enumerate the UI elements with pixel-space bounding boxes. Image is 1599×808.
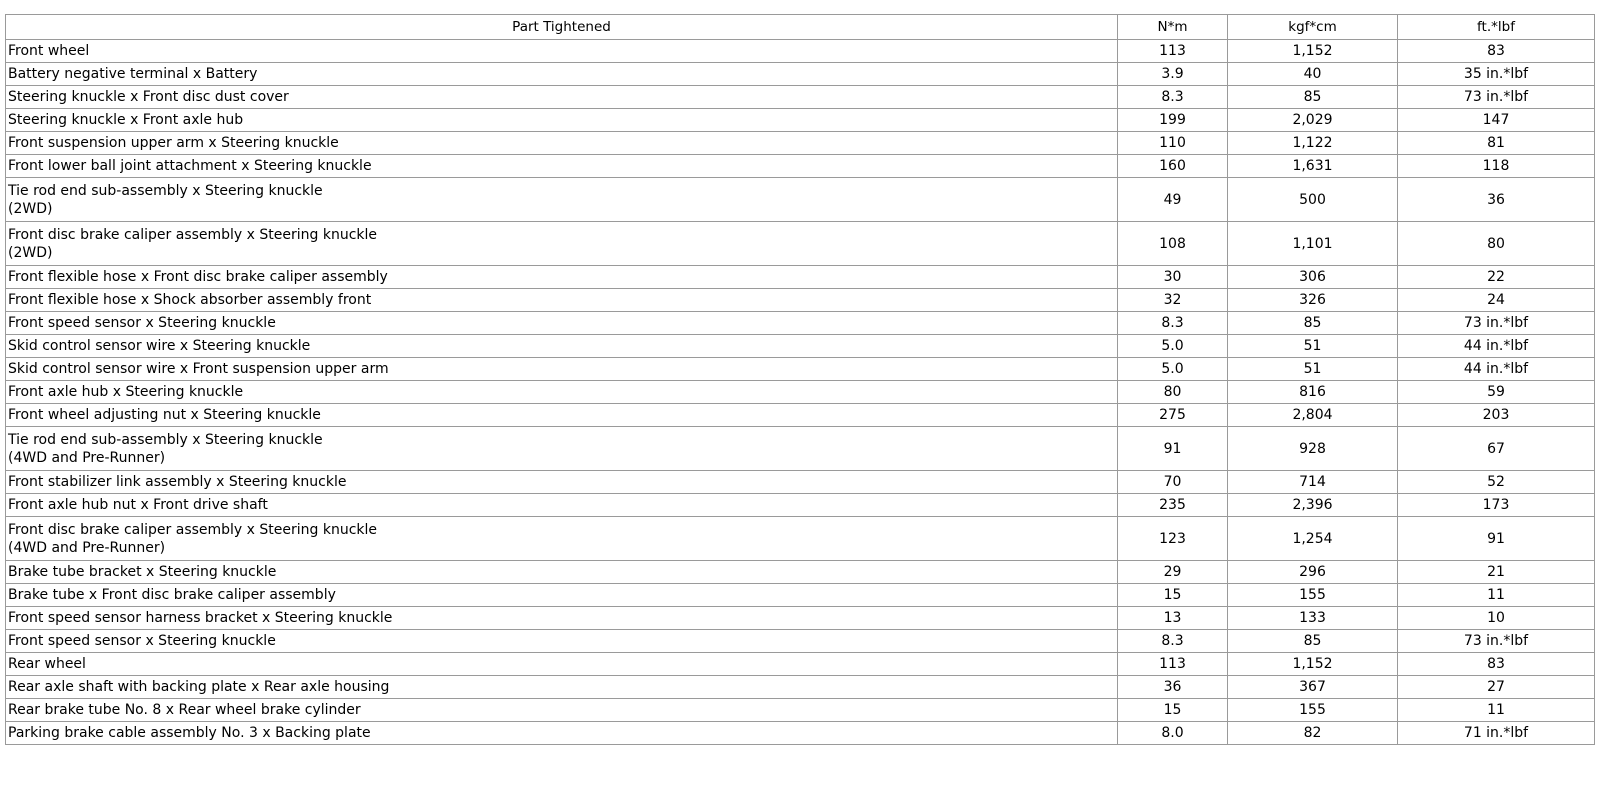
ft-lbf-cell: 21: [1398, 561, 1595, 584]
table-row: [6, 427, 1595, 471]
nm-cell: 110: [1118, 132, 1228, 155]
ft-lbf-cell: 10: [1398, 607, 1595, 630]
kgf-cm-cell: 816: [1228, 381, 1398, 404]
nm-cell: 29: [1118, 561, 1228, 584]
table-row: [6, 266, 1595, 289]
kgf-cm-cell: 2,396: [1228, 494, 1398, 517]
kgf-cm-cell: 367: [1228, 676, 1398, 699]
nm-cell: 235: [1118, 494, 1228, 517]
table-row: [6, 653, 1595, 676]
part-cell: Front suspension upper arm x Steering knuckle: [6, 132, 1118, 155]
ft-lbf-cell: 59: [1398, 381, 1595, 404]
part-cell: Steering knuckle x Front axle hub: [6, 109, 1118, 132]
kgf-cm-cell: 40: [1228, 63, 1398, 86]
ft-lbf-cell: 36: [1398, 178, 1595, 222]
kgf-cm-cell: 51: [1228, 358, 1398, 381]
nm-cell: 8.3: [1118, 312, 1228, 335]
nm-cell: 5.0: [1118, 358, 1228, 381]
ft-lbf-cell: 71 in.*lbf: [1398, 722, 1595, 745]
table-row: [6, 699, 1595, 722]
nm-cell: 91: [1118, 427, 1228, 471]
table-row: [6, 222, 1595, 266]
torque-spec-table-container: [5, 14, 1594, 745]
kgf-cm-cell: 155: [1228, 699, 1398, 722]
kgf-cm-cell: 1,254: [1228, 517, 1398, 561]
kgf-cm-cell: 133: [1228, 607, 1398, 630]
ft-lbf-cell: 81: [1398, 132, 1595, 155]
nm-cell: 32: [1118, 289, 1228, 312]
table-row: [6, 630, 1595, 653]
ft-lbf-cell: 83: [1398, 653, 1595, 676]
kgf-cm-cell: 1,152: [1228, 653, 1398, 676]
part-cell: Skid control sensor wire x Front suspension upper arm: [6, 358, 1118, 381]
ft-lbf-cell: 11: [1398, 699, 1595, 722]
table-row: [6, 722, 1595, 745]
ft-lbf-cell: 24: [1398, 289, 1595, 312]
kgf-cm-cell: 306: [1228, 266, 1398, 289]
part-cell: Front disc brake caliper assembly x Steering knuckle (4WD and Pre-Runner): [6, 517, 1118, 561]
kgf-cm-cell: 2,804: [1228, 404, 1398, 427]
header-part-tightened: Part Tightened: [6, 15, 1118, 40]
ft-lbf-cell: 52: [1398, 471, 1595, 494]
table-row: [6, 381, 1595, 404]
nm-cell: 15: [1118, 699, 1228, 722]
ft-lbf-cell: 118: [1398, 155, 1595, 178]
ft-lbf-cell: 73 in.*lbf: [1398, 630, 1595, 653]
ft-lbf-cell: 91: [1398, 517, 1595, 561]
table-row: [6, 471, 1595, 494]
kgf-cm-cell: 1,152: [1228, 40, 1398, 63]
ft-lbf-cell: 203: [1398, 404, 1595, 427]
part-cell: Steering knuckle x Front disc dust cover: [6, 86, 1118, 109]
part-cell: Tie rod end sub-assembly x Steering knuckle (2WD): [6, 178, 1118, 222]
nm-cell: 8.0: [1118, 722, 1228, 745]
kgf-cm-cell: 714: [1228, 471, 1398, 494]
kgf-cm-cell: 1,122: [1228, 132, 1398, 155]
nm-cell: 8.3: [1118, 630, 1228, 653]
nm-cell: 80: [1118, 381, 1228, 404]
kgf-cm-cell: 82: [1228, 722, 1398, 745]
part-cell: Rear wheel: [6, 653, 1118, 676]
ft-lbf-cell: 44 in.*lbf: [1398, 335, 1595, 358]
part-cell: Battery negative terminal x Battery: [6, 63, 1118, 86]
part-cell: Brake tube bracket x Steering knuckle: [6, 561, 1118, 584]
ft-lbf-cell: 147: [1398, 109, 1595, 132]
part-cell: Front wheel: [6, 40, 1118, 63]
kgf-cm-cell: 1,631: [1228, 155, 1398, 178]
table-row: [6, 63, 1595, 86]
ft-lbf-cell: 80: [1398, 222, 1595, 266]
table-row: [6, 86, 1595, 109]
table-row: [6, 132, 1595, 155]
table-header-row: [6, 15, 1595, 40]
ft-lbf-cell: 35 in.*lbf: [1398, 63, 1595, 86]
kgf-cm-cell: 326: [1228, 289, 1398, 312]
table-row: [6, 312, 1595, 335]
table-row: [6, 289, 1595, 312]
ft-lbf-cell: 173: [1398, 494, 1595, 517]
ft-lbf-cell: 11: [1398, 584, 1595, 607]
table-row: [6, 109, 1595, 132]
table-row: [6, 178, 1595, 222]
ft-lbf-cell: 67: [1398, 427, 1595, 471]
part-cell: Front flexible hose x Front disc brake caliper assembly: [6, 266, 1118, 289]
part-cell: Parking brake cable assembly No. 3 x Backing plate: [6, 722, 1118, 745]
torque-spec-table: [5, 14, 1595, 745]
nm-cell: 108: [1118, 222, 1228, 266]
part-cell: Front speed sensor x Steering knuckle: [6, 312, 1118, 335]
nm-cell: 199: [1118, 109, 1228, 132]
table-row: [6, 404, 1595, 427]
kgf-cm-cell: 155: [1228, 584, 1398, 607]
part-cell: Rear brake tube No. 8 x Rear wheel brake cylinder: [6, 699, 1118, 722]
table-row: [6, 517, 1595, 561]
part-cell: Tie rod end sub-assembly x Steering knuckle (4WD and Pre-Runner): [6, 427, 1118, 471]
nm-cell: 36: [1118, 676, 1228, 699]
table-row: [6, 494, 1595, 517]
nm-cell: 15: [1118, 584, 1228, 607]
table-row: [6, 676, 1595, 699]
nm-cell: 275: [1118, 404, 1228, 427]
part-cell: Rear axle shaft with backing plate x Rear axle housing: [6, 676, 1118, 699]
table-row: [6, 561, 1595, 584]
table-row: [6, 40, 1595, 63]
ft-lbf-cell: 44 in.*lbf: [1398, 358, 1595, 381]
part-cell: Front speed sensor x Steering knuckle: [6, 630, 1118, 653]
nm-cell: 8.3: [1118, 86, 1228, 109]
kgf-cm-cell: 2,029: [1228, 109, 1398, 132]
part-cell: Front lower ball joint attachment x Steering knuckle: [6, 155, 1118, 178]
table-body: [6, 40, 1595, 745]
ft-lbf-cell: 27: [1398, 676, 1595, 699]
kgf-cm-cell: 928: [1228, 427, 1398, 471]
part-cell: Front stabilizer link assembly x Steering knuckle: [6, 471, 1118, 494]
part-cell: Brake tube x Front disc brake caliper assembly: [6, 584, 1118, 607]
table-row: [6, 155, 1595, 178]
kgf-cm-cell: 1,101: [1228, 222, 1398, 266]
part-cell: Front axle hub nut x Front drive shaft: [6, 494, 1118, 517]
kgf-cm-cell: 85: [1228, 630, 1398, 653]
ft-lbf-cell: 22: [1398, 266, 1595, 289]
kgf-cm-cell: 85: [1228, 312, 1398, 335]
kgf-cm-cell: 51: [1228, 335, 1398, 358]
kgf-cm-cell: 500: [1228, 178, 1398, 222]
nm-cell: 13: [1118, 607, 1228, 630]
ft-lbf-cell: 73 in.*lbf: [1398, 312, 1595, 335]
kgf-cm-cell: 85: [1228, 86, 1398, 109]
kgf-cm-cell: 296: [1228, 561, 1398, 584]
table-row: [6, 335, 1595, 358]
part-cell: Skid control sensor wire x Steering knuckle: [6, 335, 1118, 358]
part-cell: Front speed sensor harness bracket x Steering knuckle: [6, 607, 1118, 630]
part-cell: Front disc brake caliper assembly x Steering knuckle (2WD): [6, 222, 1118, 266]
nm-cell: 123: [1118, 517, 1228, 561]
ft-lbf-cell: 83: [1398, 40, 1595, 63]
nm-cell: 160: [1118, 155, 1228, 178]
header-ft-lbf: ft.*lbf: [1398, 15, 1595, 40]
nm-cell: 70: [1118, 471, 1228, 494]
table-row: [6, 584, 1595, 607]
ft-lbf-cell: 73 in.*lbf: [1398, 86, 1595, 109]
nm-cell: 113: [1118, 653, 1228, 676]
table-row: [6, 607, 1595, 630]
nm-cell: 113: [1118, 40, 1228, 63]
part-cell: Front axle hub x Steering knuckle: [6, 381, 1118, 404]
table-row: [6, 358, 1595, 381]
header-kgf-cm: kgf*cm: [1228, 15, 1398, 40]
header-nm: N*m: [1118, 15, 1228, 40]
nm-cell: 49: [1118, 178, 1228, 222]
nm-cell: 30: [1118, 266, 1228, 289]
nm-cell: 3.9: [1118, 63, 1228, 86]
part-cell: Front wheel adjusting nut x Steering knuckle: [6, 404, 1118, 427]
part-cell: Front flexible hose x Shock absorber assembly front: [6, 289, 1118, 312]
nm-cell: 5.0: [1118, 335, 1228, 358]
